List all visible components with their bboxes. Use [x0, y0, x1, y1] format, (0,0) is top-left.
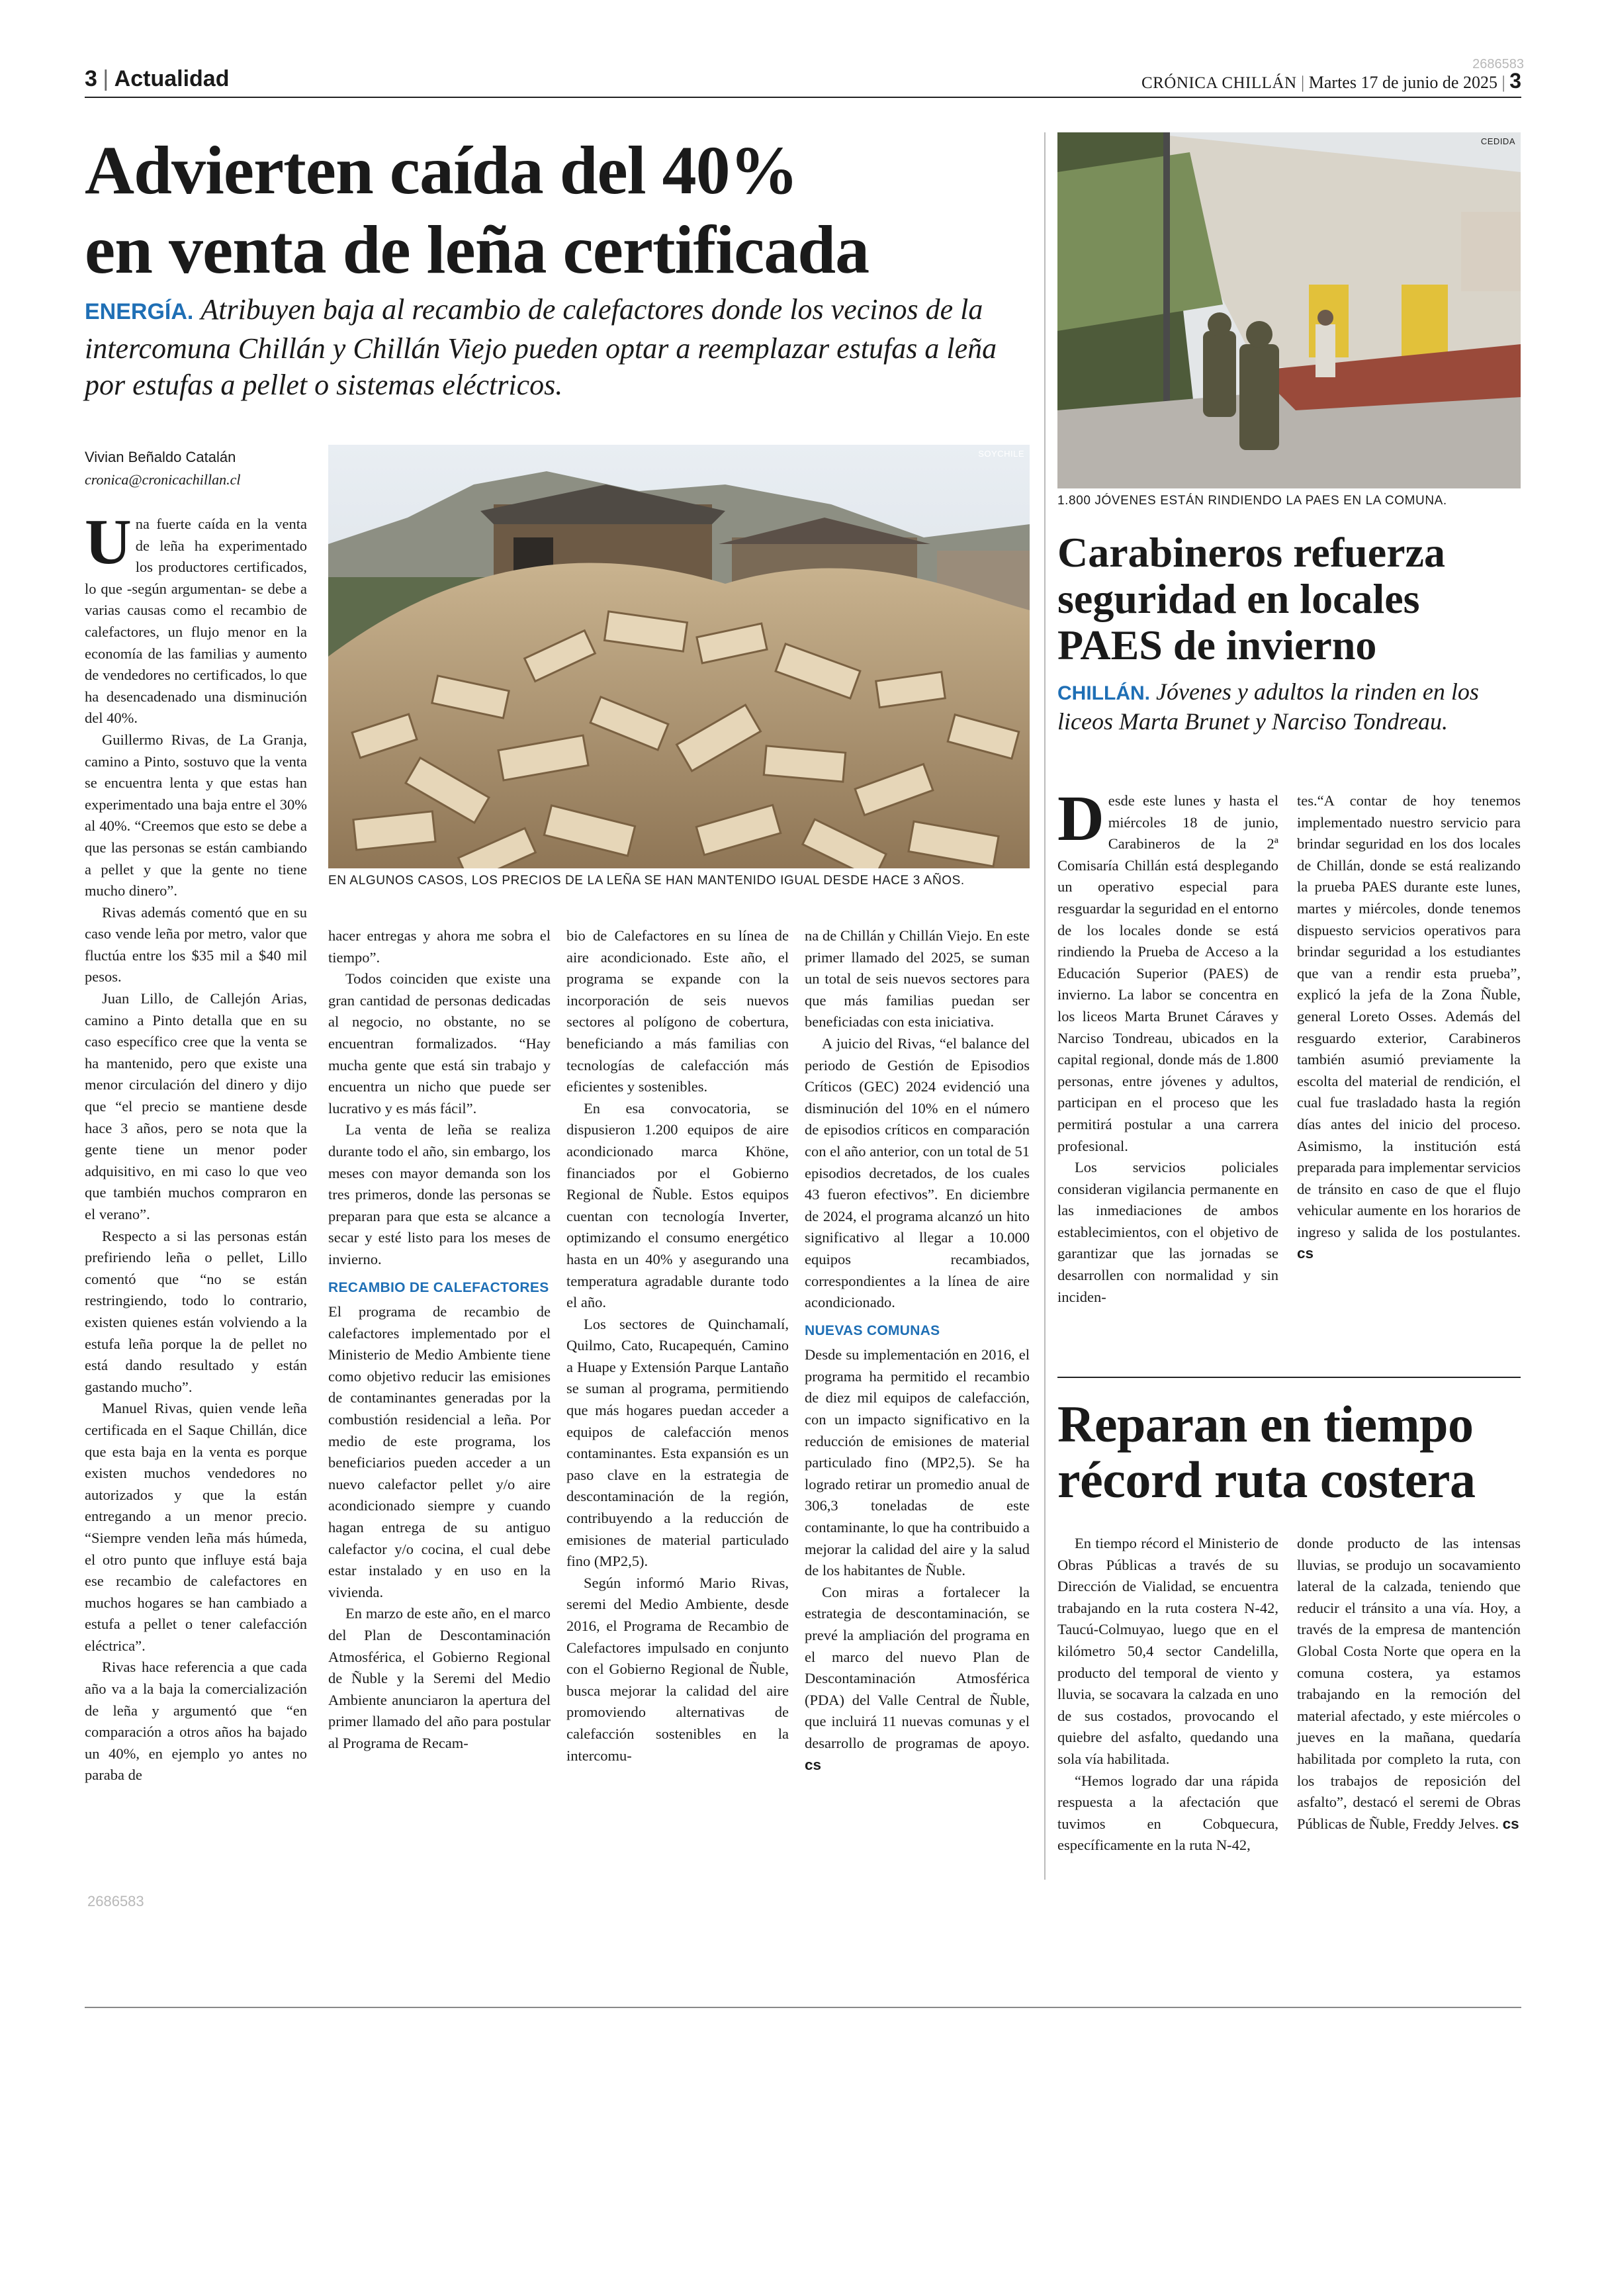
author-name: Vivian Beñaldo Catalán [85, 449, 236, 465]
drop-cap: U [85, 506, 132, 578]
page-number-right: 3 [1509, 69, 1521, 93]
side1-deck-text: Jóvenes y adultos la rinden en los liceos Marta Brunet y Narciso Tondreau. [1057, 678, 1479, 735]
main-column-2 [328, 925, 551, 1755]
side1-headline [1057, 529, 1521, 668]
paragraph: Los sectores de Quinchamalí, Quilmo, Cato, Rucapequén, Camino a Huape y Extensión Parque Lantaño se suman al programa, permitiendo que más hogares puedan acceder a equipos de calefacción menos contaminantes. Esta expansión es un paso clave en la estrategia de descontaminación de la región, contribuyendo a la reducción de emisiones de material particulado fino (MP2,5). [566, 1315, 789, 1570]
paragraph: El programa de recambio de calefactores implementado por el Ministerio de Medio Ambiente tiene como objetivo reducir las emisiones de contaminantes generadas por la combustión residencial a leña. Por medio de este programa, los beneficiarios pueden acceder a un nuevo calefactor pellet y/o aire acondicionado siempre y cuando hagan entrega de su antiguo calefactor y/o cocina, el cual debe estar instalado y en uso en la vivienda. [328, 1303, 551, 1600]
paragraph: na de Chillán y Chillán Viejo. En este primer llamado del 2025, se suman un total de seis nuevos sectores para que más familias puedan ser beneficiadas con esta iniciativa. [805, 927, 1030, 1031]
paragraph: “Hemos logrado dar una rápida respuesta a la afectación que tuvimos en Cobquecura, específicamente en la ruta N-42, [1057, 1772, 1278, 1854]
main-kicker: ENERGÍA. [85, 299, 194, 324]
paragraph: Guillermo Rivas, de La Granja, camino a Pinto, sostuvo que la venta se encuentra lenta y que estas han experimentado una baja entre el 30% al 40%. “Creemos que esto se debe a que las personas se están cambiando a pellet y que la gente no tiene mucho dinero”. [85, 731, 307, 899]
paragraph: Respecto a si las personas están prefiriendo leña o pellet, Lillo comentó que “no se están restringiendo, todo lo contrario, existen quienes están volviendo a la estufa leña porque la de pellet no está dando resultado y están gastando mucho”. [85, 1227, 307, 1395]
column-divider [1044, 132, 1046, 1880]
side2-headline-line2: récord ruta costera [1057, 1451, 1476, 1508]
subhead-nuevas-comunas: NUEVAS COMUNAS [805, 1322, 940, 1338]
side2-column-2 [1297, 1533, 1521, 1835]
main-column-3 [566, 925, 789, 1767]
side1-column-1 [1057, 783, 1278, 1308]
paragraph: Juan Lillo, de Callejón Arias, camino a Pinto detalla que en su caso específico cree que la venta se ha mantenido, pero que existe una menor circulación del dinero y dijo que “el precio se mantiene desde hace 3 años, pero se nota que la gente tiene un menor poder adquisitivo, en mi caso lo que veo que también muchos compraron en el verano”. [85, 990, 307, 1222]
paragraph: donde producto de las intensas lluvias, se produjo un socavamiento lateral de la calzada, teniendo que reducir el tránsito a una vía. Hoy, a través de la empresa de mantención Global Costa Norte que opera en la comuna costera, ya estamos trabajando en la remoción del material afectado, y este miércoles o jueves en la mañana, quedaría habilitada por completo la ruta, con los trabajos de reposición del asfalto”, destacó el seremi de Obras Públicas de Ñuble, Freddy Jelves. [1297, 1535, 1521, 1832]
side2-column-1 [1057, 1533, 1278, 1857]
section-name: Actualidad [114, 66, 230, 91]
side-separator [1057, 1377, 1521, 1378]
paragraph: Según informó Mario Rivas, seremi del Medio Ambiente, desde 2016, el Programa de Recambio de Calefactores impulsado en conjunto con el Gobierno Regional de Ñuble, busca mejorar la calidad del aire promoviendo alternativas de calefacción sostenibles en la intercomu- [566, 1574, 789, 1764]
side1-deck [1057, 678, 1521, 736]
paragraph: En tiempo récord el Ministerio de Obras Públicas a través de su Dirección de Vialidad, se encuentra trabajando en la ruta costera N-42, Taucú-Colmuyao, luego que en el kilómetro 50,4 sector Candelilla, producto del temporal de viento y lluvia, se socavara la calzada en uno de sus costados, provocando el quiebre del asfalto, quedando una sola vía habilitada. [1057, 1535, 1278, 1767]
page-header-right [1141, 69, 1521, 93]
header-divider: | [103, 66, 109, 91]
side1-column-2 [1297, 790, 1521, 1265]
paragraph: Con miras a fortalecer la estrategia de descontaminación, se prevé la ampliación del programa en el marco del nuevo Plan de Descontaminación Atmosférica (PDA) del Valle Central de Ñuble, que incluirá 11 nuevas comunas y el desarrollo de programas de apoyo. [805, 1583, 1030, 1751]
side1-headline-line2: seguridad en locales [1057, 575, 1420, 622]
code-watermark-top: 2686583 [1472, 57, 1524, 71]
paragraph: Rivas además comentó que en su caso vende leña por metro, valor que fluctúa entre los $35 mil a $40 mil pesos. [85, 903, 307, 986]
header-divider: | [1501, 73, 1505, 92]
main-headline [85, 131, 1038, 290]
paragraph: Rivas hace referencia a que cada año va a la baja la comercialización de leña y argumentó que “en comparación a otros años ha bajado un 40%, en ejemplo yo antes no paraba de [85, 1659, 307, 1784]
paragraph: En marzo de este año, en el marco del Plan de Descontaminación Atmosférica, el Gobierno Regional de Ñuble y la Seremi del Medio Ambiente anunciaron la apertura del primer llamado del año para postular al Programa de Recam- [328, 1605, 551, 1751]
paragraph: hacer entregas y ahora me sobra el tiempo”. [328, 927, 551, 966]
main-deck-text: Atribuyen baja al recambio de calefactores donde los vecinos de la intercomuna Chillán y Chillán Viejo pueden optar a reemplazar estufas a leña por estufas a pellet o sistemas eléctricos. [85, 293, 997, 401]
carabineros-photo [1057, 132, 1521, 488]
side1-headline-line3: PAES de invierno [1057, 621, 1377, 668]
paragraph: A juicio del Rivas, “el balance del periodo de Gestión de Episodios Críticos (GEC) 2024 evidenció una disminución del 10% en el número de episodios críticos en comparación con el año anterior, con un total de 51 episodios decretados, de los cuales 43 fueron efectivos”. En diciembre de 2024, el programa alcanzó un hito significativo al llegar a 10.000 equipos recambiados, correspondientes a la línea de aire acondicionado. [805, 1034, 1030, 1311]
paragraph: En esa convocatoria, se dispusieron 1.200 equipos de aire acondicionado marca Khöne, financiados por el Gobierno Regional de Ñuble. Estos equipos cuentan con tecnología Inverter, optimizando el consumo energético hasta en un 40% y asegurando una temperatura agradable durante todo el año. [566, 1099, 789, 1311]
code-watermark-bottom: 2686583 [87, 1893, 144, 1909]
newspaper-name: CRÓNICA CHILLÁN [1141, 74, 1297, 92]
header-divider: | [1301, 73, 1305, 92]
side2-headline-line1: Reparan en tiempo [1057, 1395, 1474, 1453]
main-deck [85, 291, 1038, 403]
firewood-photo-credit: SOYCHILE [978, 449, 1024, 459]
paragraph: Los servicios policiales consideran vigilancia permanente en las inmediaciones de ambos establecimientos, con el objetivo de garantizar que las jornadas se desarrollen con normalidad y sin inciden- [1057, 1159, 1278, 1305]
paragraph: Todos coinciden que existe una gran cantidad de personas dedicadas al negocio, no obstante, no se encuentran formalizados. “Hay mucha gente que está sin trabajo y encuentra un nicho que puede ser lucrativo y es más fácil”. [328, 970, 551, 1117]
end-mark-icon: cs [1297, 1245, 1314, 1262]
main-column-4 [805, 925, 1030, 1776]
paragraph: Manuel Rivas, quien vende leña certificada en el Saque Chillán, dice que esta baja en la venta es porque existen muchos vendedores no autorizados y que la están entregando a un menor precio. “Siempre venden leña más húmeda, el otro punto que influye está baja ese recambio de calefactores en muchos hogares se han cambiado a estufa a pellet o tener calefacción eléctrica”. [85, 1400, 307, 1654]
firewood-photo-caption: EN ALGUNOS CASOS, LOS PRECIOS DE LA LEÑA SE HAN MANTENIDO IGUAL DESDE HACE 3 AÑOS. [328, 874, 965, 888]
issue-date: Martes 17 de junio de 2025 [1308, 73, 1497, 92]
paragraph: na fuerte caída en la venta de leña ha experimentado los productores certificados, lo que -según argumentan- se debe a varias causas como el recambio de calefactores, un flujo menor en la economía de las familias y aumento de vendedores no certificados, lo que ha desencadenado una disminución del 40%. [85, 516, 307, 727]
firewood-photo [328, 445, 1030, 868]
paragraph: Desde su implementación en 2016, el programa ha permitido el recambio de diez mil equipos de calefacción, con un impacto significativo en la reducción de emisiones de material particulado fino (MP2,5). Se ha logrado retirar un promedio anual de 306,3 toneladas de este contaminante, lo que ha contribuido a mejorar la calidad del aire y la salud de los habitantes de Ñuble. [805, 1346, 1030, 1579]
carabineros-photo-credit: CEDIDA [1480, 136, 1515, 146]
main-headline-line2: en venta de leña certificada [85, 212, 870, 288]
paragraph: esde este lunes y hasta el miércoles 18 de junio, Carabineros de la 2ª Comisaría Chillán está desplegando un operativo especial para resguardar la seguridad en el entorno de los locales donde se está rindiendo la Prueba de Acceso a la Educación Superior (PAES) de invierno. La labor se concentra en los liceos Marta Brunet Cáraves y Narciso Tondreau, ubicados en la capital regional, donde más de 1.800 personas, entre jóvenes y adultos, participan en el proceso que les permitirá postular a una carrera profesional. [1057, 792, 1278, 1154]
main-column-1 [85, 506, 307, 1786]
paragraph: tes.“A contar de hoy tenemos implementado nuestro servicio para brindar seguridad en los dos locales de Chillán, donde se está realizando la prueba PAES durante este lunes, martes y miércoles, donde tenemos dispuesto servicios operativos para brindar seguridad a los estudiantes que van a rendir esta prueba”, explicó la jefa de la Zona Ñuble, general Loreto Osses. Además del resguardo exterior, Carabineros también asumió previamente la escolta del material de rendición, el cual fue trasladado hasta la región días antes del inicio del proceso. Asimismo, la institución está preparada para implementar servicios de tránsito en caso de que el flujo vehicular aumente en los horarios de ingreso y salida de los postulantes. [1297, 792, 1521, 1240]
end-mark-icon: cs [805, 1756, 822, 1773]
header-rule [85, 97, 1521, 98]
side1-headline-line1: Carabineros refuerza [1057, 529, 1445, 576]
paragraph: La venta de leña se realiza durante todo el año, sin embargo, los meses con mayor demanda son los tres primeros, donde las personas se preparan para que esta se alcance a secar y esté listo para los meses de invierno. [328, 1121, 551, 1267]
main-headline-line1: Advierten caída del 40% [85, 132, 798, 208]
end-mark-icon: cs [1502, 1815, 1519, 1832]
paragraph: bio de Calefactores en su línea de aire acondicionado. Este año, el programa se expande con la incorporación de seis nuevos sectores al polígono de cobertura, beneficiando a más familias con tecnologías de calefacción más eficientes y sostenibles. [566, 927, 789, 1095]
author-email: cronica@cronicachillan.cl [85, 471, 241, 488]
page-number-left: 3 [85, 66, 97, 91]
side2-headline [1057, 1397, 1521, 1508]
drop-cap: D [1057, 783, 1104, 854]
footer-rule [85, 2007, 1521, 2008]
carabineros-photo-caption: 1.800 JÓVENES ESTÁN RINDIENDO LA PAES EN LA COMUNA. [1057, 494, 1447, 508]
byline [85, 449, 241, 488]
page-header-left [85, 66, 229, 92]
side1-kicker: CHILLÁN. [1057, 682, 1150, 704]
subhead-recambio: RECAMBIO DE CALEFACTORES [328, 1279, 549, 1295]
